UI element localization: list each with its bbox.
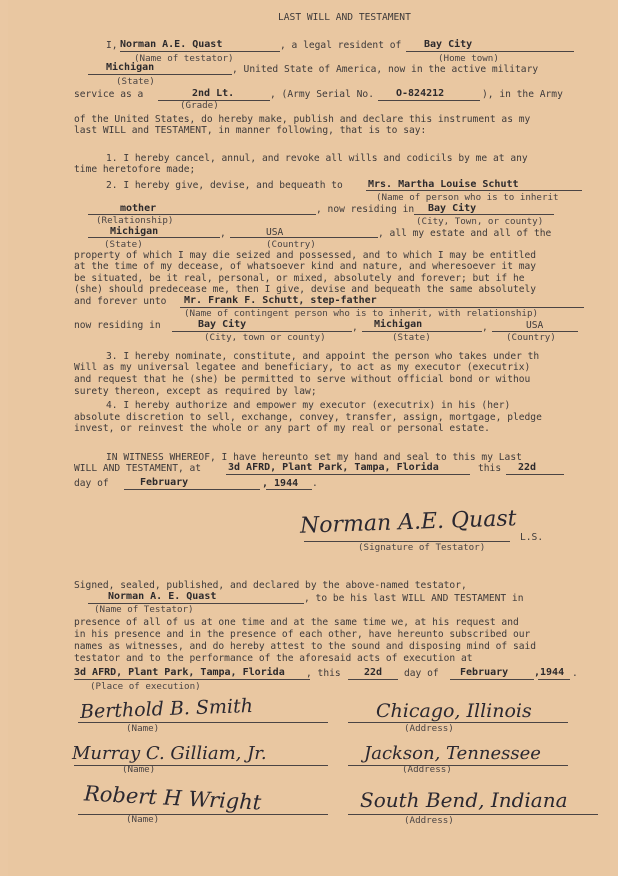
serial-number: O-824212 [396, 88, 445, 99]
contingent-beneficiary: Mr. Frank F. Schutt, step-father [184, 295, 377, 306]
clause4-line1: 4. I hereby authorize and empower my executor (executrix) in his (her) [106, 400, 511, 411]
attest-testator: Norman A. E. Quast [108, 591, 217, 602]
intro-line3-b: , (Army Serial No. [270, 89, 374, 100]
witness-line2-b: this [478, 463, 502, 474]
witness-place: 3d AFRD, Plant Park, Tampa, Florida [228, 462, 439, 473]
clause2-line3-end: , all my estate and all of the [378, 228, 552, 239]
clause2-para-4: (she) should predecease me, then I give, devise and bequeath the same absolutely [74, 284, 537, 295]
testator-signature: Norman A.E. Quast [299, 506, 517, 539]
caption-signature: (Signature of Testator) [358, 542, 486, 553]
contingent-country: USA [526, 320, 544, 331]
attest-line6: testator and to the performance of the aforesaid acts of execution at [74, 653, 473, 664]
clause2-line1: 2. I hereby give, devise, and bequeath to [106, 180, 343, 191]
witness-2-address: Jackson, Tennessee [364, 743, 541, 764]
intro-line1-a: I, [106, 40, 118, 51]
state-rule [88, 74, 232, 75]
caption-city-2: (City, town or county) [204, 332, 326, 343]
ls-mark: L.S. [520, 532, 544, 543]
clause3-line4: surety thereon, except as required by law; [74, 386, 317, 397]
witness-1-address-rule [348, 722, 568, 723]
attest-place: 3d AFRD, Plant Park, Tampa, Florida [74, 667, 285, 678]
beneficiary-city-rule [414, 214, 554, 215]
witness-1-name-rule [78, 722, 328, 723]
caption-witness-3-name: (Name) [126, 814, 160, 825]
beneficiary-name: Mrs. Martha Louise Schutt [368, 179, 519, 190]
attest-place-rule [74, 679, 310, 680]
period-1: . [312, 478, 318, 489]
caption-grade: (Grade) [180, 100, 219, 111]
witness-line2-a: WILL AND TESTAMENT, at [74, 463, 202, 474]
caption-state-2: (State) [104, 239, 143, 250]
caption-witness-3-address: (Address) [404, 815, 454, 826]
clause4-line3: invest, or reinvest the whole or any part of my real or personal estate. [74, 423, 490, 434]
caption-home-town: (Home town) [438, 53, 499, 64]
witness-3-signature: Robert H Wright [83, 781, 262, 815]
clause1-line2: time heretofore made; [74, 164, 196, 175]
home-town: Bay City [424, 39, 473, 50]
contingent-city: Bay City [198, 319, 247, 330]
caption-testator: (Name of testator) [134, 53, 234, 64]
attest-line1: Signed, sealed, published, and declared by the above-named testator, [74, 580, 467, 591]
attest-line4: in his presence and in the presence of each other, have hereunto subscribed our [74, 629, 531, 640]
clause2-para-1: property of which I may die seized and possessed, and to which I may be entitled [74, 250, 537, 261]
caption-witness-2-address: (Address) [402, 764, 452, 775]
clause2-para-5: and forever unto [74, 296, 167, 307]
home-state: Michigan [106, 62, 155, 73]
attest-day: 22d [364, 667, 383, 678]
witness-1-signature: Berthold B. Smith [79, 694, 254, 724]
attest-month-rule [450, 679, 534, 680]
witness-day-rule [506, 474, 564, 475]
beneficiary-city: Bay City [428, 203, 477, 214]
attest-line3: presence of all of us at one time and at the same time we, at his request and [74, 617, 519, 628]
witness-month: February [140, 477, 189, 488]
caption-state: (State) [116, 76, 155, 87]
attest-year-rule [538, 679, 570, 680]
clause3-line2: Will as my universal legatee and beneficiary, to act as my executor (executrix) [74, 362, 531, 373]
intro-line5: last WILL and TESTAMENT, in manner following, that is to say: [74, 125, 427, 136]
witness-3-address: South Bend, Indiana [360, 788, 568, 812]
witness-1-address: Chicago, Illinois [376, 700, 532, 722]
comma-1: , [220, 228, 226, 239]
clause3-line3: and request that he (she) be permitted to serve without official bond or withou [74, 374, 531, 385]
contingent-state: Michigan [374, 319, 423, 330]
clause2-para-2: at the time of my decease, of whatsoever kind and nature, and wheresoever it may [74, 261, 537, 272]
caption-beneficiary: (Name of person who is to inherit [376, 192, 559, 203]
home-town-rule [406, 51, 574, 52]
document-page [8, 0, 610, 876]
grade: 2nd Lt. [192, 88, 235, 99]
attest-line5: names as witnesses, and do hereby attest to the sound and disposing mind of said [74, 641, 537, 652]
relationship: mother [120, 203, 157, 214]
attest-line7-b: day of [404, 668, 439, 679]
beneficiary-state-rule [88, 237, 220, 238]
intro-line3-a: service as a [74, 89, 144, 100]
witness-2-address-rule [348, 765, 568, 766]
witness-day: 22d [518, 462, 537, 473]
witness-year-rule [266, 489, 312, 490]
witness-place-rule [226, 474, 470, 475]
attest-year: ,1944 [534, 667, 565, 678]
caption-country: (Country) [266, 239, 316, 250]
witness-3-name-rule [78, 814, 328, 815]
witness-year: , 1944 [262, 478, 299, 489]
caption-witness-2-name: (Name) [122, 764, 156, 775]
clause4-line2: absolute discretion to sell, exchange, convey, transfer, assign, mortgage, pledge [74, 412, 542, 423]
serial-rule [378, 100, 480, 101]
period-2: . [572, 668, 578, 679]
intro-line4: of the United States, do hereby make, publish and declare this instrument as my [74, 114, 531, 125]
clause2-line2-mid: , now residing in [316, 204, 415, 215]
attest-line7-a: , this [306, 668, 341, 679]
attest-month: February [460, 667, 509, 678]
caption-relationship: (Relationship) [96, 215, 174, 226]
clause2-para-3: be situated, be it real, personal, or mixed, absolutely and forever; but if he [74, 273, 525, 284]
witness-2-signature: Murray C. Gilliam, Jr. [72, 743, 267, 764]
caption-witness-1-name: (Name) [126, 723, 160, 734]
caption-city: (City, Town, or county) [416, 216, 544, 227]
caption-witness-1-address: (Address) [404, 723, 454, 734]
caption-country-2: (Country) [506, 332, 556, 343]
clause1-line1: 1. I hereby cancel, annul, and revoke all wills and codicils by me at any [106, 153, 528, 164]
witness-line3-a: day of [74, 478, 109, 489]
witness-2-name-rule [74, 765, 328, 766]
beneficiary-state: Michigan [110, 226, 159, 237]
witness-3-address-rule [348, 814, 598, 815]
caption-contingent: (Name of contingent person who is to inherit, with relationship) [184, 308, 539, 319]
intro-line2: , United State of America, now in the active military [232, 64, 539, 75]
comma-3: , [482, 322, 488, 333]
testator-rule [120, 51, 280, 52]
beneficiary-rule [366, 190, 582, 191]
witness-line1: IN WITNESS WHEREOF, I have hereunto set my hand and seal to this my Last [106, 452, 522, 463]
clause2-para-6: now residing in [74, 320, 161, 331]
witness-month-rule [124, 489, 260, 490]
caption-place: (Place of execution) [90, 681, 201, 692]
clause3-line1: 3. I hereby nominate, constitute, and appoint the person who takes under th [106, 351, 540, 362]
beneficiary-country-rule [230, 237, 378, 238]
intro-line3-c: ), in the Army [482, 89, 563, 100]
document-title: LAST WILL AND TESTAMENT [278, 12, 411, 23]
caption-attest-testator: (Name of Testator) [94, 604, 194, 615]
testator-name: Norman A.E. Quast [120, 39, 223, 50]
intro-line1-b: , a legal resident of [280, 40, 402, 51]
attest-line2-b: , to be his last WILL AND TESTAMENT in [304, 593, 524, 604]
comma-2: , [352, 322, 358, 333]
attest-day-rule [348, 679, 398, 680]
beneficiary-country: USA [266, 227, 284, 238]
caption-state-3: (State) [392, 332, 431, 343]
